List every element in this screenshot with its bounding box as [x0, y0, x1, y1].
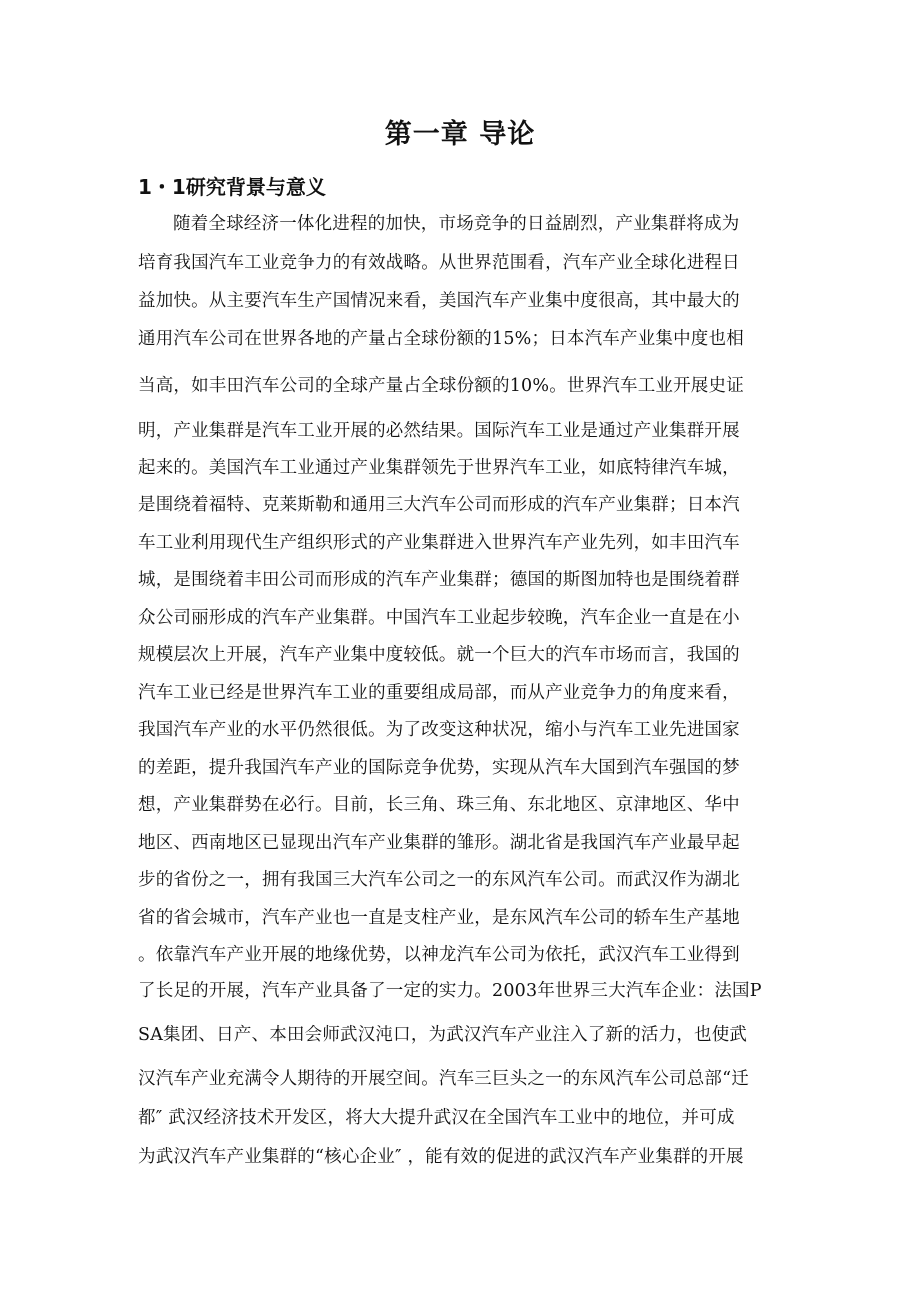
- text-line: 了长足的开展，汽车产业具备了一定的实力。2003年世界三大汽车企业：法国P: [138, 981, 762, 1001]
- text-line: 城，是围绕着丰田公司而形成的汽车产业集群；德国的斯图加特也是围绕着群: [138, 570, 740, 590]
- text-line: 规模层次上开展，汽车产业集中度较低。就一个巨大的汽车市场而言，我国的: [138, 645, 740, 665]
- text-line: 通用汽车公司在世界各地的产量占全球份额的15%；日本汽车产业集中度也相: [138, 329, 744, 349]
- text-line: 。依靠汽车产业开展的地缘优势，以神龙汽车公司为依托，武汉汽车工业得到: [138, 945, 740, 965]
- text-line: 我国汽车产业的水平仍然很低。为了改变这种状况，缩小与汽车工业先进国家: [138, 720, 740, 740]
- text-line: 车工业利用现代生产组织形式的产业集群进入世界汽车产业先列，如丰田汽车: [138, 533, 740, 553]
- text-line: 当高，如丰田汽车公司的全球产量占全球份额的10%。世界汽车工业开展史证: [138, 376, 744, 396]
- text-line: 的差距，提升我国汽车产业的国际竞争优势，实现从汽车大国到汽车强国的梦: [138, 758, 740, 778]
- text-line: 汽车工业已经是世界汽车工业的重要组成局部，而从产业竞争力的角度来看，: [138, 683, 740, 703]
- text-line: 是围绕着福特、克莱斯勒和通用三大汽车公司而形成的汽车产业集群；日本汽: [138, 495, 740, 515]
- text-line: 地区、西南地区已显现出汽车产业集群的雏形。湖北省是我国汽车产业最早起: [138, 833, 740, 853]
- section-heading: 1・1研究背景与意义: [138, 175, 326, 199]
- text-line: 步的省份之一，拥有我国三大汽车公司之一的东风汽车公司。而武汉作为湖北: [138, 870, 740, 890]
- text-line: SA集团、日产、本田会师武汉沌口，为武汉汽车产业注入了新的活力，也使武: [138, 1025, 748, 1045]
- text-line: 培育我国汽车工业竞争力的有效战略。从世界范围看，汽车产业全球化进程日: [138, 253, 740, 273]
- text-line: 为武汉汽车产业集群的“核心企业″ ，能有效的促进的武汉汽车产业集群的开展: [138, 1147, 744, 1167]
- chapter-title: 第一章 导论: [384, 119, 536, 150]
- text-line: 益加快。从主要汽车生产国情况来看，美国汽车产业集中度很高，其中最大的: [138, 291, 740, 311]
- text-line: 汉汽车产业充满令人期待的开展空间。汽车三巨头之一的东风汽车公司总部“迁: [138, 1069, 749, 1089]
- text-line: 明，产业集群是汽车工业开展的必然结果。国际汽车工业是通过产业集群开展: [138, 421, 740, 441]
- text-line: 众公司丽形成的汽车产业集群。中国汽车工业起步较晚，汽车企业一直是在小: [138, 608, 740, 628]
- text-line: 起来的。美国汽车工业通过产业集群领先于世界汽车工业，如底特律汽车城，: [138, 458, 740, 478]
- text-line: 随着全球经济一体化进程的加快，市场竞争的日益剧烈，产业集群将成为: [173, 214, 740, 234]
- text-line: 想，产业集群势在必行。目前，长三角、珠三角、东北地区、京津地区、华中: [138, 795, 740, 815]
- text-line: 都″ 武汉经济技术开发区，将大大提升武汉在全国汽车工业中的地位，并可成: [138, 1108, 735, 1128]
- text-line: 省的省会城市，汽车产业也一直是支柱产业，是东风汽车公司的轿车生产基地: [138, 908, 740, 928]
